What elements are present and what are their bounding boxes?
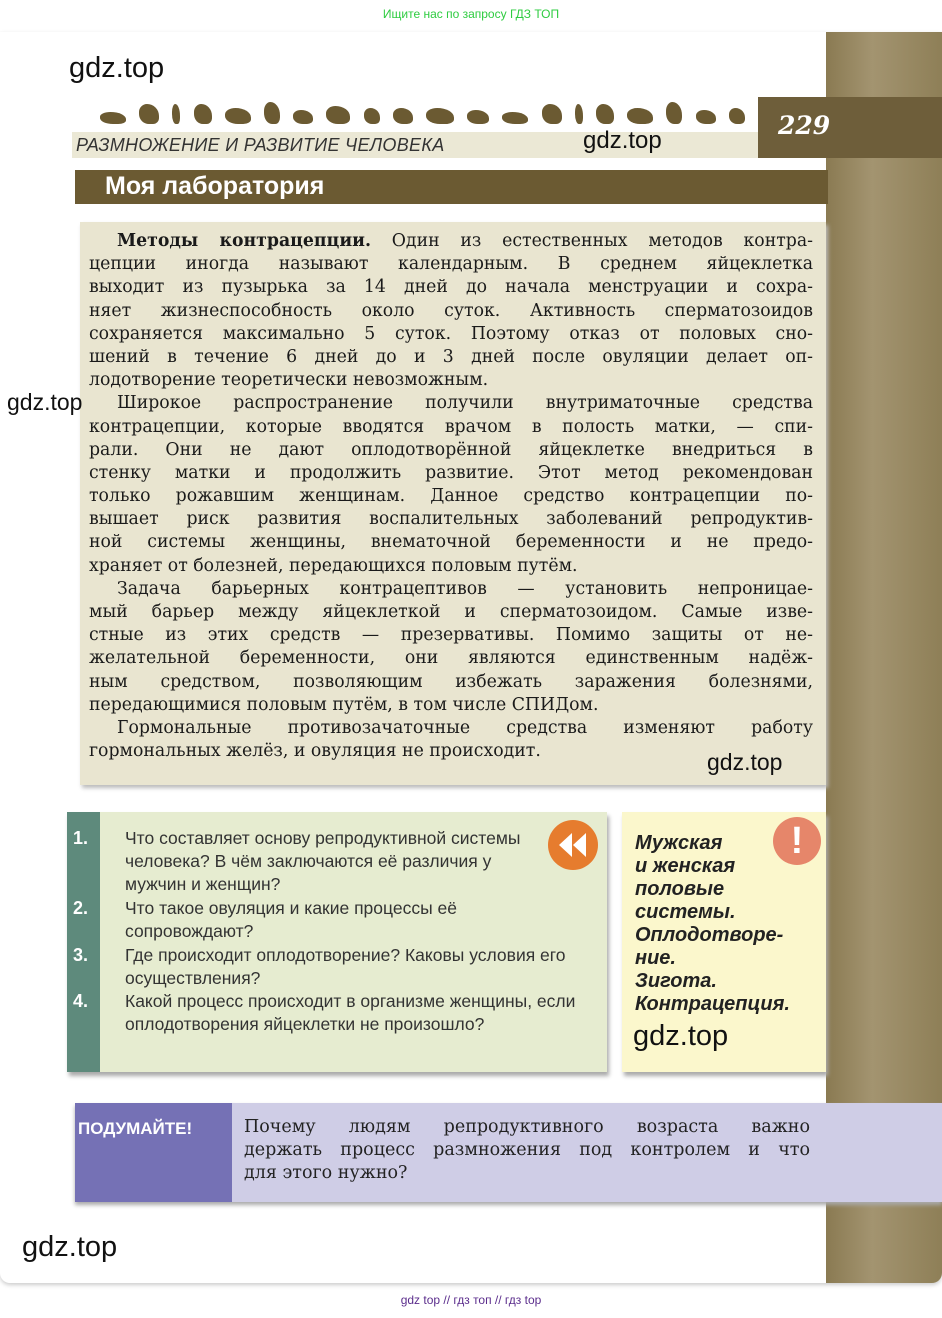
keyword: системы. bbox=[635, 901, 736, 923]
question-text: Какой процесс происходит в организме женщины, если оплодотворения яйцеклетки не произошло? bbox=[125, 991, 576, 1035]
animal-silhouette-icon bbox=[326, 106, 350, 124]
page-number: 229 bbox=[778, 111, 831, 140]
keyword: ние. bbox=[635, 947, 676, 969]
top-note: Ищите нас по запросу ГДЗ ТОП bbox=[382, 7, 560, 21]
question-number: 1. bbox=[73, 828, 89, 848]
keyword: Зигота. bbox=[635, 970, 717, 992]
watermark: gdz.top bbox=[7, 389, 83, 415]
animal-silhouette-icon bbox=[542, 104, 562, 124]
paragraph-line: няет жизнеспособность около суток. Активность сперматозоидов bbox=[89, 300, 813, 321]
question-text: Где происходит оплодотворение? Каковы условия его осуществления? bbox=[125, 945, 566, 989]
animal-silhouette-icon bbox=[364, 108, 380, 124]
questions-box bbox=[67, 812, 607, 1072]
keyword: и женская bbox=[635, 855, 736, 877]
animal-silhouette-icon bbox=[225, 108, 251, 124]
paragraph-line: стные из этих средств — презервативы. Помимо защиты от не- bbox=[89, 625, 813, 646]
watermark: gdz.top bbox=[69, 52, 165, 84]
animal-silhouette-icon bbox=[596, 104, 614, 124]
paragraph-line: Широкое распространение получили внутриматочные средства bbox=[117, 393, 813, 414]
keyword: Оплодотворе- bbox=[635, 924, 784, 946]
paragraph-line: Задача барьерных контрацептивов — установить непроницае- bbox=[117, 578, 813, 599]
think-line: Почему людям репродуктивного возраста важно bbox=[244, 1117, 810, 1137]
animal-silhouette-icon bbox=[467, 110, 489, 124]
animal-silhouette-icon bbox=[575, 104, 583, 124]
paragraph-line: вышает риск развития воспалительных заболеваний репродуктив- bbox=[89, 509, 813, 530]
paragraph-line: сохраняется максимально 5 суток. Поэтому отказ от половых сно- bbox=[89, 323, 813, 344]
paragraph-line: храняет от болезней, передающихся половым путём. bbox=[89, 555, 578, 576]
footer-links[interactable]: gdz top // гдз топ // гдз top bbox=[400, 1293, 542, 1307]
think-line: для этого нужно? bbox=[244, 1163, 408, 1183]
animal-silhouette-icon bbox=[426, 108, 454, 124]
animal-silhouette-icon bbox=[100, 112, 126, 124]
animal-silhouette-icon bbox=[729, 108, 745, 124]
paragraph-line: выходит из пузырька за 14 дней до начала менструации и сохра- bbox=[89, 277, 813, 298]
paragraph-line: мый барьер между яйцеклеткой и сперматозоидом. Самые изве- bbox=[89, 602, 813, 622]
think-line: держать процесс размножения под контролем и что bbox=[244, 1140, 810, 1160]
section-title-bar bbox=[75, 170, 828, 204]
page-number-box bbox=[758, 97, 942, 158]
paragraph-line: гормональных желёз, и овуляция не происходит. bbox=[89, 741, 541, 762]
question-number: 4. bbox=[73, 991, 89, 1011]
page-edge-stripe bbox=[826, 32, 942, 1283]
think-label: ПОДУМАЙТЕ! bbox=[78, 1119, 193, 1138]
animal-silhouette-icon bbox=[194, 104, 212, 124]
animal-silhouette-icon bbox=[293, 110, 313, 124]
lab-text bbox=[89, 230, 813, 763]
paragraph-line: контрацепции, которые вводятся врачом в полость матки, — спи- bbox=[89, 416, 813, 437]
keyword: Мужская bbox=[635, 832, 723, 854]
question-number: 2. bbox=[73, 898, 89, 918]
animal-silhouette-icon bbox=[502, 112, 528, 124]
paragraph-line: ным средством, позволяющим избежать заражения болезнями, bbox=[89, 671, 813, 692]
think-label-block bbox=[75, 1103, 232, 1202]
think-question bbox=[244, 1116, 810, 1185]
paragraph-line: рали. Они не дают оплодотворённой яйцеклетке внедриться в bbox=[89, 439, 813, 460]
keywords-box bbox=[622, 812, 826, 1072]
animal-silhouettes-decoration bbox=[100, 100, 745, 124]
rewind-icon bbox=[548, 820, 598, 870]
paragraph-line: только рожавшим женщинам. Данное средство контрацепции по- bbox=[89, 486, 813, 507]
animal-silhouette-icon bbox=[696, 110, 716, 124]
keyword: половые bbox=[635, 878, 725, 900]
paragraph-line: лодотворение теоретически невозможным. bbox=[89, 370, 489, 391]
animal-silhouette-icon bbox=[393, 108, 413, 124]
watermark: gdz.top bbox=[22, 1231, 118, 1263]
paragraph-line: желательной беременности, они являются единственным надёж- bbox=[89, 648, 813, 669]
watermark: gdz.top bbox=[583, 127, 662, 154]
paragraph-line: цепции иногда называют календарным. В среднем яйцеклетка bbox=[89, 254, 813, 275]
watermark: gdz.top bbox=[707, 749, 783, 775]
questions-number-bar bbox=[67, 812, 100, 1072]
animal-silhouette-icon bbox=[666, 102, 682, 124]
animal-silhouette-icon bbox=[627, 108, 653, 124]
watermark: gdz.top bbox=[633, 1020, 729, 1052]
paragraph-line: стенку матки и продолжить развитие. Этот метод рекомендован bbox=[89, 462, 813, 483]
paragraph-line: шений в течение 6 дней до и 3 дней после овуляции делает оп- bbox=[89, 346, 813, 367]
paragraph-line: ной системы женщины, внематочной беременности и не предо- bbox=[89, 532, 813, 553]
question-number: 3. bbox=[73, 945, 89, 965]
section-title: Моя лаборатория bbox=[105, 172, 325, 200]
exclamation-icon: ! bbox=[773, 817, 821, 865]
paragraph-line: Гормональные противозачаточные средства изменяют работу bbox=[117, 717, 813, 738]
paragraph-line: Методы контрацепции. Один из естественных методов контра- bbox=[117, 231, 813, 251]
animal-silhouette-icon bbox=[264, 102, 280, 124]
animal-silhouette-icon bbox=[139, 104, 159, 124]
keywords-list bbox=[635, 832, 790, 1016]
question-text: Что такое овуляция и какие процессы её сопровождают? bbox=[125, 898, 457, 942]
lab-text-box bbox=[80, 222, 826, 785]
keyword: Контрацепция. bbox=[635, 993, 790, 1015]
animal-silhouette-icon bbox=[172, 104, 180, 124]
paragraph-line: передающимися половым путём, в том числе СПИДом. bbox=[89, 694, 599, 715]
think-box bbox=[75, 1103, 942, 1202]
question-text: Что составляет основу репродуктивной системы человека? В чём заключаются её различия у мужчин и женщин? bbox=[125, 828, 521, 895]
chapter-title: РАЗМНОЖЕНИЕ И РАЗВИТИЕ ЧЕЛОВЕКА bbox=[76, 135, 445, 155]
